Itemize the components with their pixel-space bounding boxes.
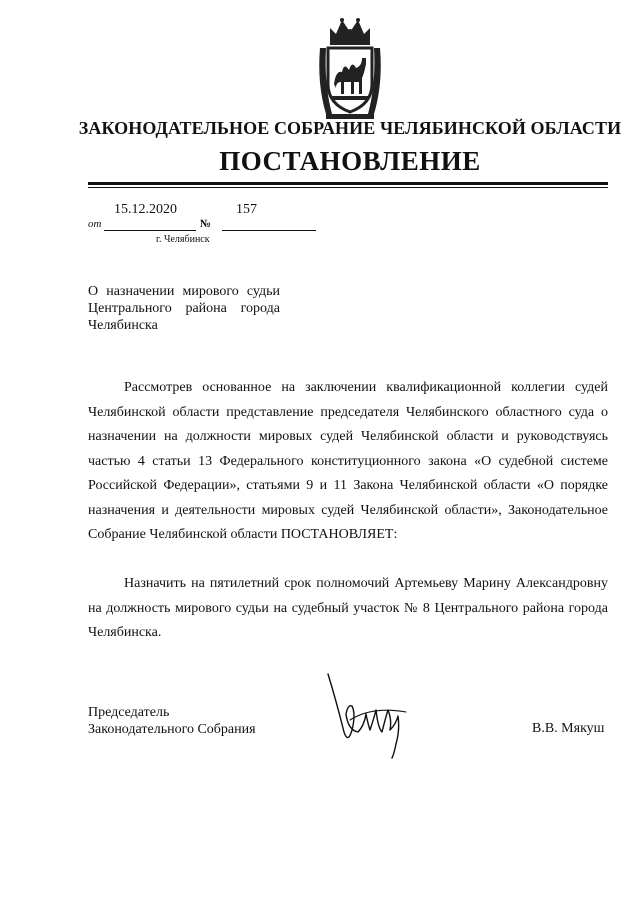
header-divider-thin [88, 187, 608, 188]
signatory-title [88, 704, 256, 738]
organization-name: ЗАКОНОДАТЕЛЬНОЕ СОБРАНИЕ ЧЕЛЯБИНСКОЙ ОБЛАСТИ [78, 118, 622, 138]
document-subject [88, 283, 280, 334]
document-date: 15.12.2020 [114, 202, 177, 217]
signatory-name: В.В. Мякуш [532, 721, 605, 736]
number-label: № [200, 218, 212, 230]
header-divider-thick [88, 182, 608, 185]
body-paragraph-preamble: Рассмотрев основанное на заключении квалификационной коллегии судей Челябинской области представление председателя Челябинского областного суда о назначении на должности мировых судей Челябинской области и руководствуясь частью 4 статьи 13 Федерального конституционного закона «О судебной системе Российской Федерации», статьями 9 и 11 Закона Челябинской области «О порядке назначения и деятельности мировых судей Челябинской области», Законодательное Собрание Челябинской области ПОСТАНОВЛЯЕТ: [88, 380, 608, 542]
date-label: от [88, 218, 102, 230]
subject-line: Центрального района города [88, 301, 280, 316]
number-underline [222, 230, 316, 231]
city-label: г. Челябинск [156, 234, 210, 245]
date-underline [104, 230, 196, 231]
subject-line: Челябинска [88, 318, 158, 333]
document-number: 157 [236, 202, 257, 217]
body-paragraph-resolution: Назначить на пятилетний срок полномочий Артемьеву Марину Александровну на должность мирового судьи на судебный участок № 8 Центрального района города Челябинска. [88, 576, 608, 640]
signatory-title-line: Председатель [88, 705, 170, 720]
coat-of-arms-icon [316, 14, 384, 122]
handwritten-signature-icon [322, 670, 414, 760]
signatory-title-line: Законодательного Собрания [88, 722, 256, 737]
subject-line: О назначении мирового судьи [88, 284, 280, 299]
document-type-title: ПОСТАНОВЛЕНИЕ [219, 146, 481, 176]
